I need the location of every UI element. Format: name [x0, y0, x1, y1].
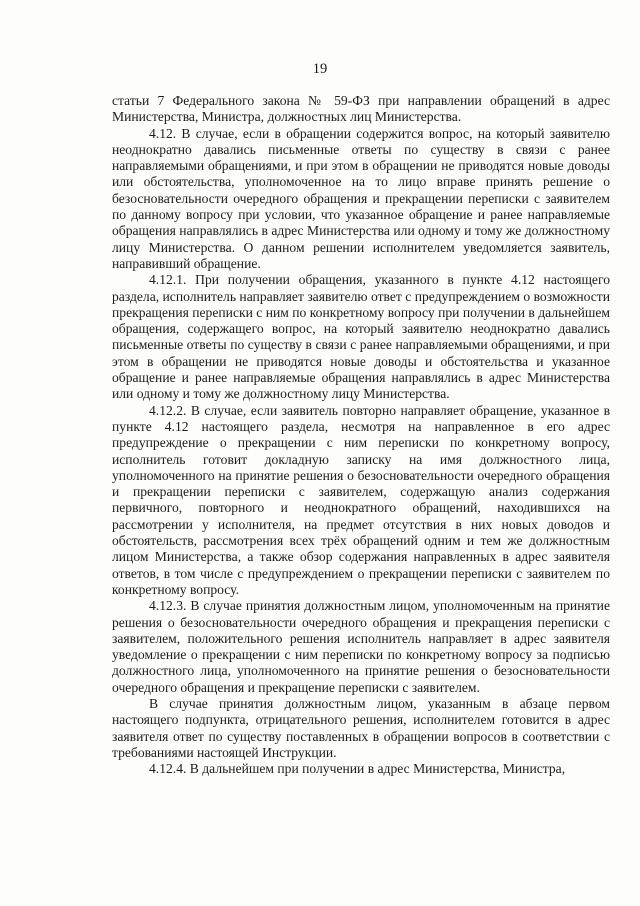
paragraph-continuation: статьи 7 Федерального закона № 59-ФЗ при направлении обращений в адрес Министерства, Министра, должностных лиц Министерства. [112, 93, 610, 125]
page-number: 19 [312, 61, 328, 77]
paragraph-4-12: 4.12. В случае, если в обращении содержится вопрос, на который заявителю неоднократно давались письменные ответы по существу в связи с ранее направляемыми обращениями, и при этом в обращении не приводятся новые доводы или обстоятельства, уполномоченное на то лицо вправе принять решение о безосновательности очередного обращения и прекращении переписки с заявителем по данному вопросу при условии, что указанное обращение и ранее направляемые обращения направлялись в адрес Министерства или одному и тому же должностному лицу Министерства. О данном решении исполнителем уведомляется заявитель, направивший обращение. [112, 125, 610, 271]
document-body [112, 93, 610, 777]
paragraph-4-12-1: 4.12.1. При получении обращения, указанного в пункте 4.12 настоящего раздела, исполнитель направляет заявителю ответ с предупреждением о возможности прекращения переписки с ним по конкретному вопросу при получении в дальнейшем обращения, содержащего вопрос, на который заявителю неоднократно давались письменные ответы по существу в связи с ранее направляемыми обращениями, и при этом в обращении не приводятся новые доводы и обстоятельства и указанное обращение и ранее направляемые обращения направлялись в адрес Министерства или одному и тому же должностному лицу Министерства. [112, 272, 610, 402]
paragraph-4-12-3: 4.12.3. В случае принятия должностным лицом, уполномоченным на принятие решения о безосновательности очередного обращения и прекращения переписки с заявителем, положительного решения исполнитель направляет в адрес заявителя уведомление о прекращении с ним переписки по конкретному вопросу за подписью должностного лица, уполномоченного на принятие решения о безосновательности очередного обращения и прекращение переписки с заявителем. [112, 598, 610, 695]
paragraph-4-12-4: 4.12.4. В дальнейшем при получении в адрес Министерства, Министра, [149, 761, 566, 777]
paragraph-4-12-2: 4.12.2. В случае, если заявитель повторно направляет обращение, указанное в пункте 4.12 настоящего раздела, несмотря на направленное в его адрес предупреждение о прекращении с ним переписки по конкретному вопросу, исполнитель готовит докладную записку на имя должностного лица, уполномоченного на принятие решения о безосновательности очередного обращения и прекращении переписки с заявителем, содержащую анализ содержания первичного, повторного и неоднократного обращений, находившихся на рассмотрении у исполнителя, на предмет отсутствия в них новых доводов и обстоятельств, рассмотрения всех трёх обращений одним и тем же должностным лицом Министерства, а также обзор содержания направленных в адрес заявителя ответов, в том числе с предупреждением о прекращении переписки с заявителем по конкретному вопросу. [112, 402, 610, 597]
paragraph-negative-decision: В случае принятия должностным лицом, указанным в абзаце первом настоящего подпункта, отрицательного решения, исполнителем готовится в адрес заявителя ответ по существу поставленных в обращении вопросов в соответствии с требованиями настоящей Инструкции. [112, 695, 610, 760]
